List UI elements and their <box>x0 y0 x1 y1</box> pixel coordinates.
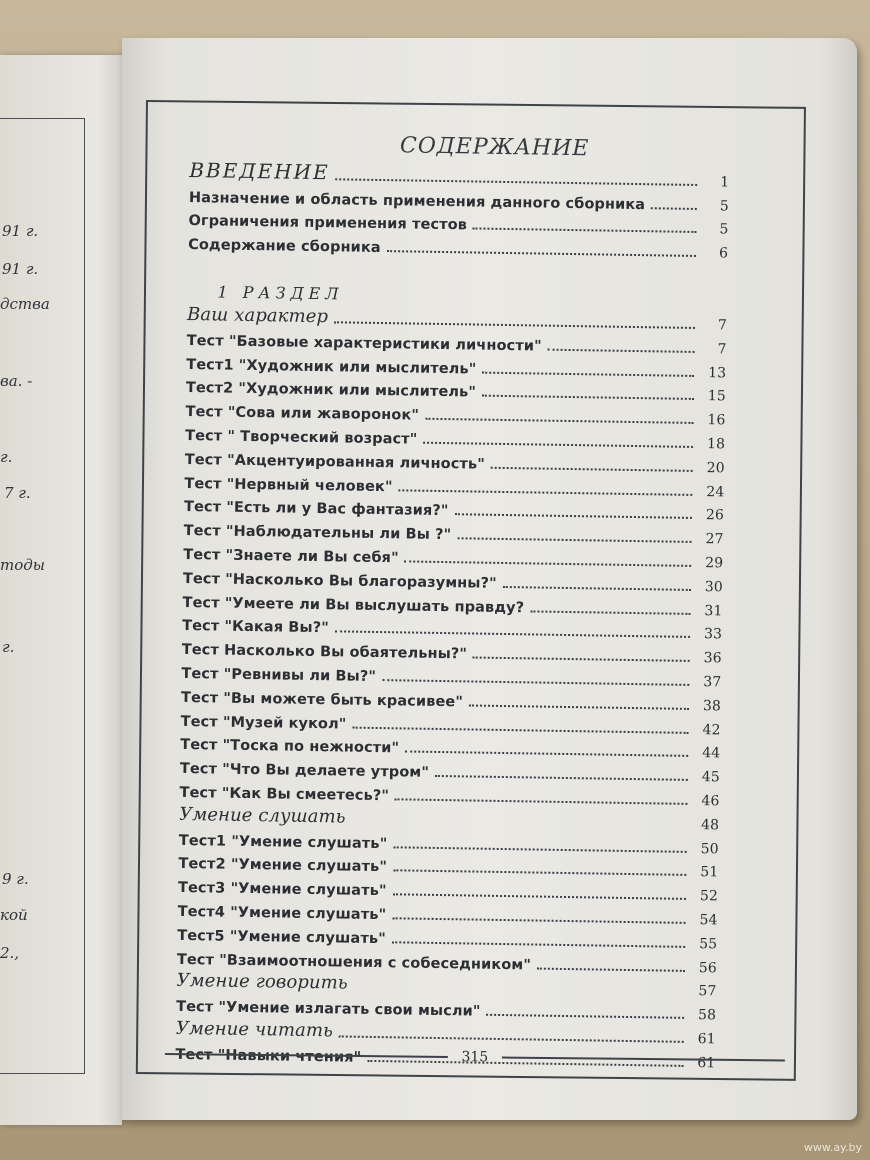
leader-dots <box>503 586 691 591</box>
toc-page-number: 56 <box>698 959 717 976</box>
toc-heading-label: Умение слушать <box>179 803 346 828</box>
toc-page-number: 57 <box>698 983 717 1000</box>
leader-dots <box>395 798 688 805</box>
left-fragment: ва. - <box>0 372 33 390</box>
toc-heading-label: Умение читать <box>175 1017 334 1042</box>
toc-page-number: 42 <box>702 721 721 738</box>
leader-dots <box>393 893 686 900</box>
leader-dots <box>398 489 692 496</box>
left-fragment: г. <box>2 638 15 656</box>
toc-page-number: 7 <box>717 341 727 358</box>
toc-entry-label: Тест2 "Умение слушать" <box>178 856 388 876</box>
leader-dots <box>435 775 688 781</box>
leader-dots <box>486 1014 684 1019</box>
left-fragment: 2., <box>0 944 20 962</box>
toc-entry-label: Тест "Наблюдательны ли Вы ?" <box>183 523 452 544</box>
toc-page-number: 27 <box>705 531 724 548</box>
toc-entry-label: Тест3 "Умение слушать" <box>177 880 387 900</box>
toc-entry-label: Тест5 "Умение слушать" <box>177 927 386 947</box>
left-fragment: кой <box>0 906 28 924</box>
toc-page-number: 50 <box>700 840 719 857</box>
toc-heading-label: ВВЕДЕНИЕ <box>189 157 330 184</box>
toc-entry-label: Тест1 "Художник или мыслитель" <box>186 356 477 378</box>
toc-page-number: 6 <box>718 245 729 262</box>
toc-page-number: 18 <box>706 436 726 453</box>
left-fragment: г. <box>0 448 13 466</box>
toc-page-number: 48 <box>700 816 720 834</box>
toc-page-number: 33 <box>703 626 723 643</box>
toc-page-number: 61 <box>697 1054 716 1072</box>
toc-page-number: 55 <box>699 935 718 953</box>
toc-page-number: 5 <box>719 197 729 215</box>
toc-entry-label: Тест "Тоска по нежности" <box>180 737 400 757</box>
toc-page-number: 20 <box>706 459 725 477</box>
toc-entry-label: Тест "Знаете ли Вы себя" <box>183 546 399 567</box>
left-fragment: 9 г. <box>2 870 29 888</box>
leader-dots <box>457 537 691 543</box>
toc-page-number: 30 <box>704 578 723 596</box>
toc-title: СОДЕРЖАНИЕ <box>399 133 590 162</box>
toc-entry-label: Тест "Взаимоотношения с собеседником" <box>176 951 532 973</box>
toc-entry-label: Тест "Музей кукол" <box>180 713 347 733</box>
toc-page-number: 37 <box>703 674 722 691</box>
leader-dots <box>473 657 690 662</box>
toc-entry-label: Ограничения применения тестов <box>188 213 468 234</box>
toc-page-number: 46 <box>701 793 720 810</box>
toc-page-number: 16 <box>707 412 726 429</box>
toc-entry-label: Тест "Ревнивы ли Вы?" <box>181 665 377 685</box>
toc-entry-label: Тест4 "Умение слушать" <box>177 903 387 924</box>
leader-dots <box>392 917 685 924</box>
leader-dots <box>405 751 688 757</box>
page-number: 315 <box>461 1049 489 1066</box>
footer-rule-right <box>502 1057 785 1062</box>
toc-page-number: 15 <box>707 388 726 405</box>
leader-dots <box>482 371 694 376</box>
leader-dots <box>651 207 697 210</box>
toc-entry-label: Назначение и область применения данного сборника <box>188 189 646 213</box>
toc-page-number: 24 <box>706 483 725 500</box>
toc-page-number: 36 <box>703 650 722 667</box>
toc-entry-label: Тест "Навыки чтения" <box>175 1046 362 1066</box>
leader-dots <box>454 514 692 520</box>
leader-dots <box>530 610 690 615</box>
toc-page-number: 44 <box>702 745 721 762</box>
left-fragment: дства <box>0 295 50 313</box>
toc-page-number: 38 <box>702 697 722 715</box>
toc-entry-label: Тест2 "Художник или мыслитель" <box>185 380 477 401</box>
toc-page-number: 52 <box>699 888 719 905</box>
toc-page-number: 29 <box>705 555 724 572</box>
toc-entry-label: Тест1 "Умение слушать" <box>178 832 388 852</box>
toc-page-number: 5 <box>719 221 729 238</box>
table-of-contents <box>175 128 730 1071</box>
toc-entry-label: Тест "Как Вы смеетесь?" <box>179 784 390 805</box>
toc-entry-label: Тест "Что Вы делаете утром" <box>179 761 430 781</box>
toc-heading-label: Ваш характер <box>186 303 329 328</box>
toc-entry-label: Тест "Акцентуированная личность" <box>184 451 486 473</box>
toc-entry-label: Тест "Сова или жаворонок" <box>185 404 420 424</box>
toc-page-number: 58 <box>697 1007 717 1024</box>
toc-page-number: 7 <box>717 317 728 334</box>
toc-entry-label: Тест "Нервный человек" <box>184 475 393 495</box>
toc-page-number: 54 <box>699 912 718 929</box>
left-fragment: 7 г. <box>4 484 31 502</box>
footer-rule-left <box>165 1053 448 1058</box>
toc-entry-label: Тест "Умеете ли Вы выслушать правду? <box>182 594 525 616</box>
leader-dots <box>469 704 689 709</box>
toc-entry-label: Тест "Умение излагать свои мысли" <box>176 998 481 1020</box>
toc-page-number: 13 <box>708 364 727 382</box>
left-fragment: 91 г. <box>2 222 39 240</box>
leader-dots <box>393 846 686 853</box>
toc-page-number: 51 <box>700 864 719 881</box>
toc-heading-label: Умение говорить <box>176 970 348 994</box>
toc-entry-label: Тест Насколько Вы обаятельны?" <box>181 642 468 663</box>
leader-dots <box>423 442 693 448</box>
leader-dots <box>548 348 695 352</box>
leader-dots <box>482 395 694 400</box>
toc-page-number: 61 <box>697 1030 716 1048</box>
left-fragment: 91 г. <box>2 260 39 278</box>
leader-dots <box>491 467 693 472</box>
toc-entry-label: Тест "Какая Вы?" <box>182 618 329 637</box>
leader-dots <box>393 870 686 877</box>
toc-page-number: 45 <box>701 769 720 786</box>
toc-entry-label: Тест "Насколько Вы благоразумны?" <box>182 570 497 592</box>
leader-dots <box>537 967 685 971</box>
toc-entry-label: Тест " Творческий возраст" <box>185 427 418 448</box>
toc-entry-label: Тест "Вы можете быть красивее" <box>180 689 464 711</box>
left-fragment: тоды <box>0 556 45 574</box>
toc-page-number: 1 <box>720 174 730 191</box>
toc-page-number: 26 <box>705 507 725 524</box>
watermark: www.ay.by <box>803 1141 862 1154</box>
leader-dots <box>425 418 693 424</box>
leader-dots <box>392 941 685 948</box>
toc-entry-label: Тест "Есть ли у Вас фантазия?" <box>183 499 449 520</box>
leader-dots <box>405 560 692 567</box>
toc-entry-label: Содержание сборника <box>188 237 381 257</box>
toc-entry-label: Тест "Базовые характеристики личности" <box>186 332 542 355</box>
leader-dots <box>473 228 697 234</box>
section-title-label: 1 РАЗДЕЛ <box>217 282 344 304</box>
toc-page-number: 31 <box>704 602 723 619</box>
